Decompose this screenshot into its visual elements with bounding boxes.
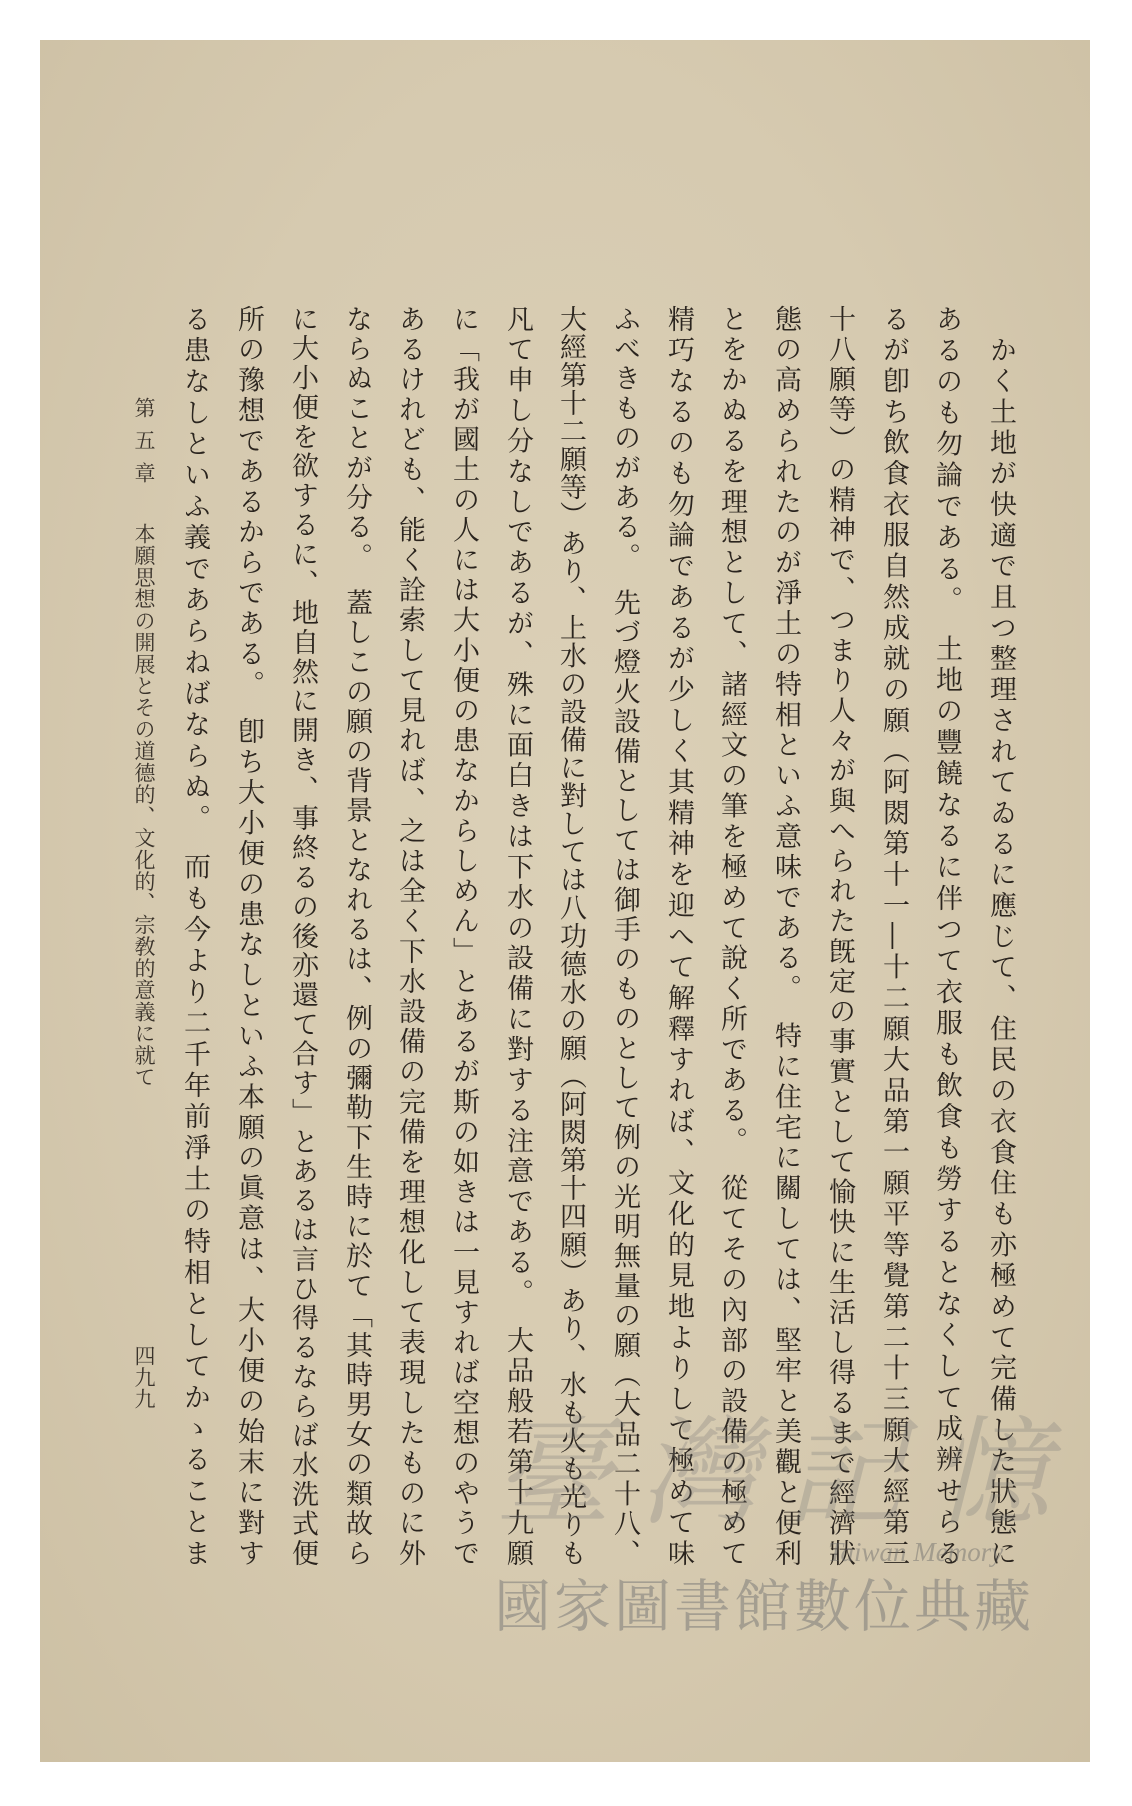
text-column: るが卽ち飲食衣服自然成就の願（阿閦第十一―十二願大品第一願平等覺第二十三願大經第三 [878,305,909,1566]
watermark-english: Taiwan Memory [828,1537,1004,1567]
text-column: ならぬことが分る。 蓋しこの願の背景となれるは、例の彌勒下生時に於て「其時男女の類故ら [341,305,372,1567]
text-column: 凡て申し分なしであるが、殊に面白きは下水の設備に對する注意である。 大品般若第十九願 [502,305,533,1566]
text-column: とをかぬるを理想として、諸經文の筆を極めて說く所である。 從てその內部の設備の極めて [716,305,747,1566]
running-head-chapter: 第五章 [132,397,156,483]
watermark-calligraphy: 臺灣記憶 [494,1404,1079,1542]
text-column: ふべきものがある。 先づ燈火設備としては御手のものとして例の光明無量の願（大品二十八、 [609,305,640,1566]
watermark-institution: 國家圖書館數位典藏 [494,1574,1034,1640]
running-head-title: 本願思想の開展とその道德的、文化的、宗敎的意義に就て [132,523,156,1087]
text-column: 十八願等）の精神で、つまり人々が與へられた旣定の事實として愉快に生活し得るまで經濟狀 [824,305,855,1566]
page-number: 四九九 [132,1345,156,1409]
text-column: あるのも勿論である。 土地の豐饒なるに伴つて衣服も飲食も勞するとなくして成辨せらる [931,305,962,1566]
text-column: 所の豫想であるからである。 卽ち大小便の患なしといふ本願の眞意は、大小便の始末に對す [233,305,264,1566]
text-column: 大經第十二願等）あり、上水の設備に對しては八功德水の願（阿閦第十四願）あり、水も火も光りも [555,305,586,1566]
text-column: あるけれども、能く詮索して見れば、之は全く下水設備の完備を理想化して表現したものに外 [394,305,425,1566]
text-column: る患なしといふ義であらねばならぬ。 而も今より二千年前淨土の特相としてかゝることま [179,305,210,1566]
text-column: 精巧なるのも勿論であるが少しく其精神を迎へて解釋すれば、文化的見地よりして極めて味 [663,305,694,1566]
text-column: 態の高められたのが淨土の特相といふ意味である。 特に住宅に關しては、堅牢と美觀と便利 [770,305,801,1566]
text-column: かく土地が快適で且つ整理されてゐるに應じて、住民の衣食住も亦極めて完備した狀態に [985,336,1016,1566]
text-column: に「我が國土の人には大小便の患なからしめん」とあるが斯の如きは一見すれば空想のやうで [448,305,479,1566]
text-column: に大小便を欲するに、地自然に開き、事終るの後亦還て合す」とあるは言ひ得るならば水洗式便 [287,305,318,1567]
